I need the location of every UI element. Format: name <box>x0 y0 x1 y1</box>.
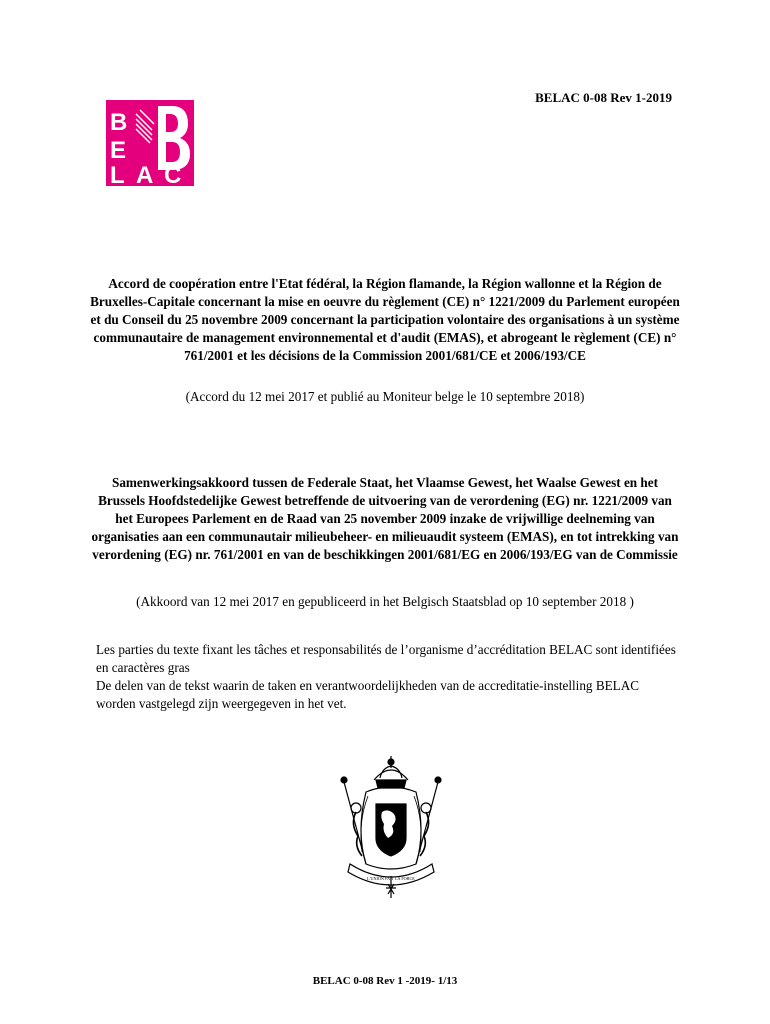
french-publication-note: (Accord du 12 mei 2017 et publié au Moniteur belge le 10 septembre 2018) <box>185 389 585 404</box>
intro-line-dutch: De delen van de tekst waarin de taken en verantwoordelijkheden van de accreditatie-instelling BELAC worden vastgelegd zijn weergegeven in het vet. <box>96 678 640 711</box>
belgian-coat-of-arms-icon <box>336 752 446 902</box>
logo-letter-e: E <box>110 137 127 164</box>
header-reference: BELAC 0-08 Rev 1-2019 <box>535 90 672 105</box>
intro-paragraph <box>96 641 676 713</box>
dutch-publication-note: (Akkoord van 12 mei 2017 en gepubliceerd in het Belgisch Staatsblad op 10 september 2018 ) <box>136 594 634 609</box>
logo-letter-a: A <box>136 162 154 186</box>
logo-letter-c: C <box>164 162 182 186</box>
footer-reference: BELAC 0-08 Rev 1 -2019- 1/13 <box>312 975 458 987</box>
logo-letter-b: B <box>110 109 128 136</box>
french-title: Accord de coopération entre l'Etat fédéral, la Région flamande, la Région wallonne et la Région de Bruxelles-Capitale concernant la mise en oeuvre du règlement (CE) n° 1221/2009 du Parlement européen et du Conseil du 25 novembre 2009 concernant la participation volontaire des organisations à un système communautaire de management environnemental et d'audit (EMAS), et abrogeant le règlement (CE) n° 761/2001 et les décisions de la Commission 2001/681/CE et 2006/193/CE <box>90 276 680 363</box>
logo-letter-l: L <box>110 162 125 186</box>
dutch-title: Samenwerkingsakkoord tussen de Federale Staat, het Vlaamse Gewest, het Waalse Gewest en het Brussels Hoofdstedelijke Gewest betreffende de uitvoering van de verordening (EG) nr. 1221/2009 van het Europees Parlement en de Raad van 25 november 2009 inzake de vrijwillige deelneming van organisaties aan een communautair milieubeheer- en milieuaudit systeem (EMAS), en tot intrekking van verordening (EG) nr. 761/2001 en van de beschikkingen 2001/681/EG en 2006/193/EG van de Commissie <box>91 475 679 562</box>
belac-logo <box>106 100 194 186</box>
emblem-motto: L'UNION FAIT LA FORCE <box>367 876 415 881</box>
intro-line-french: Les parties du texte fixant les tâches et responsabilités de l’organisme d’accréditation BELAC sont identifiées en caractères gras <box>96 642 676 675</box>
